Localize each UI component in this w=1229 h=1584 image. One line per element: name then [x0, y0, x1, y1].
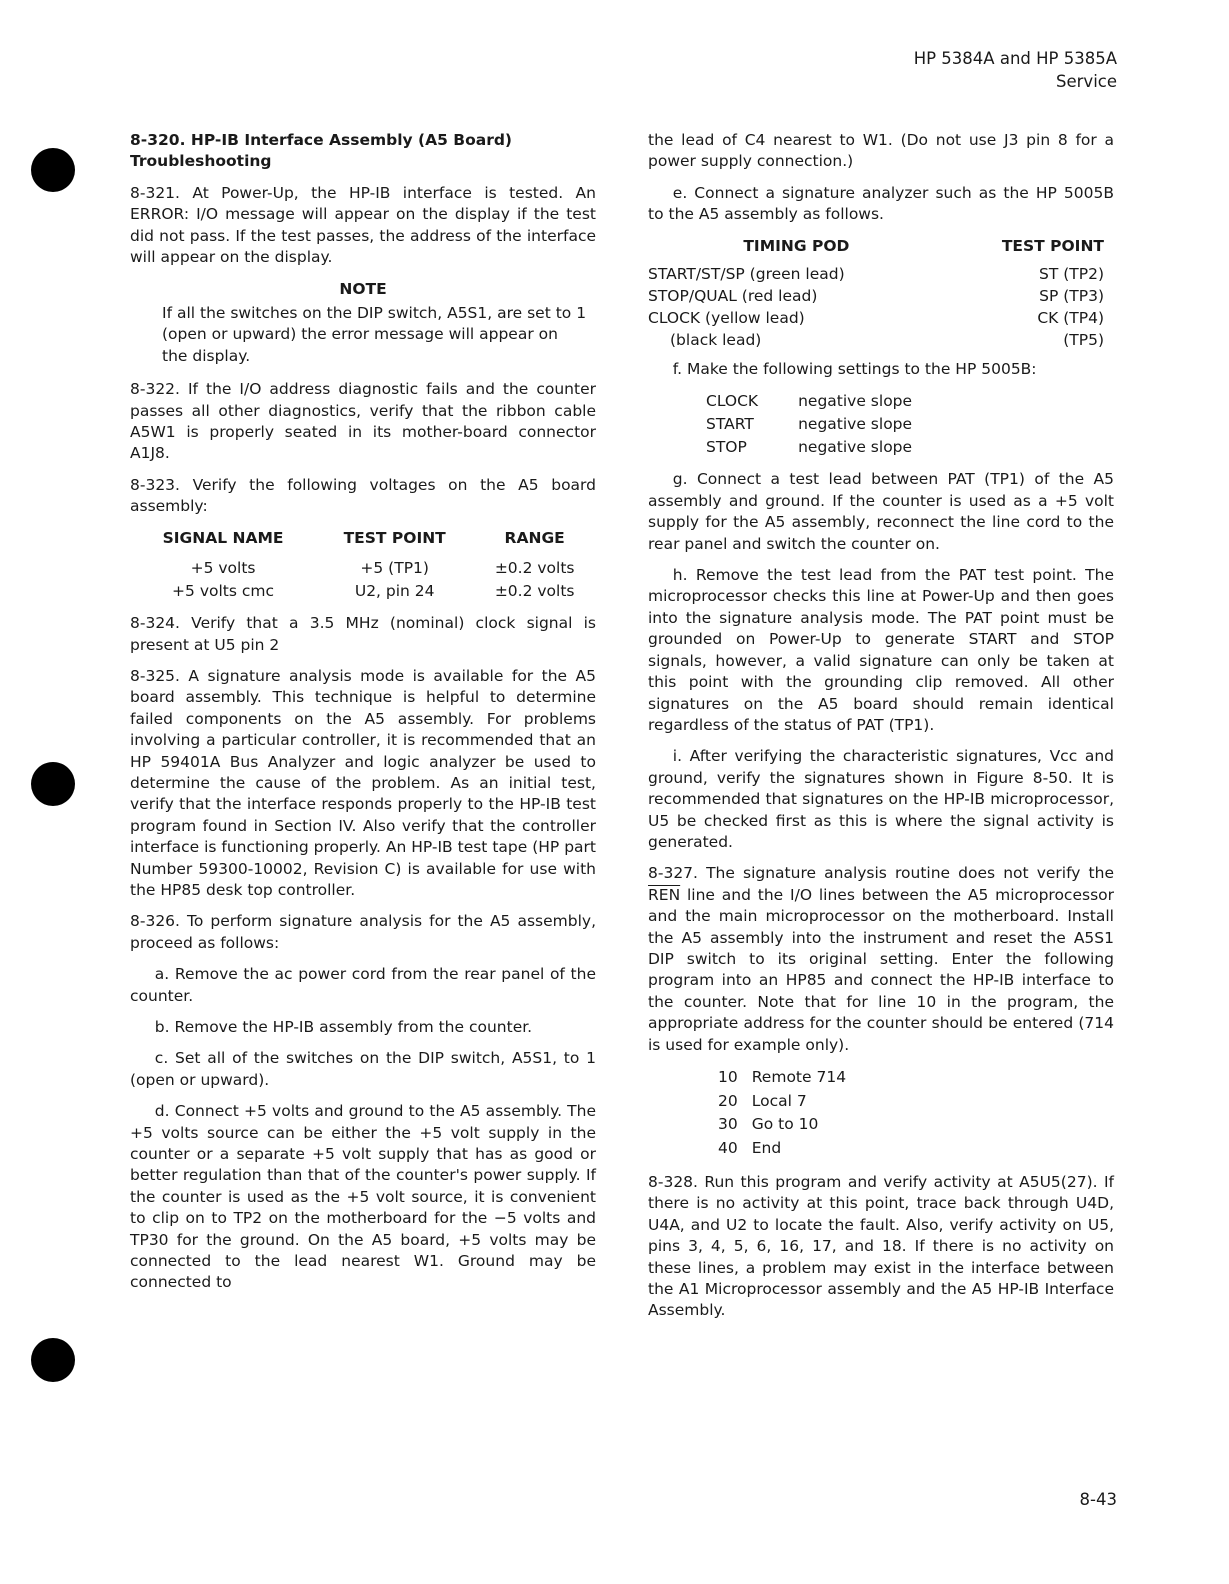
step-i: i. After verifying the characteristic signatures, Vcc and ground, verify the signatures shown in Figure 8-50. It is recommended that signatures on the HP-IB microprocessor, U5 be checked first as this is where the signal activity is generated.: [648, 747, 1114, 851]
voltage-table-header: [130, 528, 596, 557]
paragraph-8-323: 8-323. Verify the following voltages on the A5 board assembly:: [130, 475, 596, 516]
p327-text-b: line and the I/O lines between the A5 microprocessor and the main microprocessor on the motherboard. Install the A5 assembly into the instrument and reset the A5S1 DIP switch to its original setting. Enter the following program into an HP85 and connect the HP-IB interface to the counter. Note that for line 10 in the program, the appropriate address for the counter should be entered (714 is used for example only).: [648, 885, 1114, 1054]
binder-hole-top: [31, 148, 75, 192]
table-row: [706, 390, 952, 413]
settings-table: [706, 390, 952, 459]
program-line: [718, 1113, 860, 1137]
paragraph-8-327: [648, 863, 1114, 1056]
cell: CK (TP4): [1037, 309, 1104, 328]
ren-signal: $\overline{REN}$: [648, 885, 681, 904]
timing-pod-table: [648, 236, 1114, 351]
line-statement: Remote 714: [751, 1068, 847, 1086]
section-heading: [130, 130, 596, 172]
line-number: 40: [718, 1138, 738, 1157]
table-row: [130, 580, 596, 603]
paragraph-8-322: 8-322. If the I/O address diagnostic fails and the counter passes all other diagnostics, verify that the ribbon cable A5W1 is properly seated in its mother-board connector A1J8.: [130, 380, 596, 463]
left-column: [130, 130, 596, 1304]
step-h: h. Remove the test lead from the PAT test point. The microprocessor checks this line at Power-Up and then goes into the signature analysis mode. The PAT point must be grounded on Power-Up to generate START and STOP signals, however, a valid signature can only be taken at this point with the grounding clip removed. All other signatures on the A5 board should remain identical regardless of the status of PAT (TP1).: [648, 566, 1114, 734]
cell: START: [706, 415, 754, 434]
program-listing: [718, 1066, 860, 1160]
cell: CLOCK: [706, 392, 759, 411]
cell: SP (TP3): [1039, 287, 1104, 306]
note-text: If all the switches on the DIP switch, A5S1, are set to 1 (open or upward) the error message will appear on the display.: [162, 304, 587, 365]
col-test-point: TEST POINT: [1001, 236, 1104, 255]
cell: +5 volts: [190, 559, 256, 578]
paragraph-8-328: 8-328. Run this program and verify activity at A5U5(27). If there is no activity at this point, trace back through U4D, U4A, and U2 to locate the fault. Also, verify activity on U5, pins 3, 4, 5, 6, 16, 17, and 18. If there is no activity on these lines, a problem may exist in the interface between the A1 Microprocessor assembly and the A5 HP-IB Interface Assembly.: [648, 1173, 1114, 1320]
cell: ±0.2 volts: [494, 559, 575, 578]
timing-table-header: [648, 236, 1114, 263]
heading-line-2: Troubleshooting: [130, 152, 272, 170]
program-line: [718, 1137, 860, 1161]
line-statement: Go to 10: [751, 1115, 819, 1133]
page-number: 8-43: [1079, 1490, 1117, 1509]
line-statement: End: [751, 1138, 782, 1157]
step-e: e. Connect a signature analyzer such as the HP 5005B to the A5 assembly as follows.: [648, 183, 1114, 224]
table-row: [648, 329, 1114, 351]
step-b: b. Remove the HP-IB assembly from the counter.: [154, 1018, 533, 1036]
program-line: [718, 1066, 860, 1090]
cell: (TP5): [1063, 331, 1104, 350]
step-c: c. Set all of the switches on the DIP switch, A5S1, to 1 (open or upward).: [130, 1049, 596, 1089]
p327-text-a: 8-327. The signature analysis routine does not verify the: [648, 864, 1114, 883]
cell: (black lead): [670, 331, 762, 350]
voltage-table: [130, 528, 596, 603]
col-signal-name: SIGNAL NAME: [162, 528, 284, 547]
cell: +5 (TP1): [360, 559, 429, 578]
cell: negative slope: [798, 415, 913, 434]
cell: negative slope: [798, 438, 913, 457]
table-row: [706, 436, 952, 459]
line-number: 10: [718, 1068, 738, 1086]
paragraph-8-321: 8-321. At Power-Up, the HP-IB interface is tested. An ERROR: I/O message will appear on the display if the test did not pass. If the test passes, the address of the interface will appear on the display.: [130, 184, 596, 267]
paragraph-8-325: 8-325. A signature analysis mode is available for the A5 board assembly. This technique is helpful to determine failed components on the A5 assembly. For problems involving a particular controller, it is recommended that an HP 59401A Bus Analyzer and logic analyzer be used to determine the cause of the problem. As an initial test, verify that the interface responds properly to the HP-IB test program found in Section IV. Also verify that the controller interface is functioning properly. An HP-IB test tape (HP part Number 59300-10002, Revision C) is available for use with the HP85 desk top controller.: [130, 666, 596, 899]
paragraph-8-326: 8-326. To perform signature analysis for the A5 assembly, proceed as follows:: [130, 912, 596, 952]
cell: ±0.2 volts: [494, 582, 575, 601]
table-row: [648, 263, 1114, 285]
step-a: a. Remove the ac power cord from the rear panel of the counter.: [130, 965, 596, 1005]
col-test-point: TEST POINT: [343, 528, 446, 547]
step-f: f. Make the following settings to the HP 5005B:: [672, 360, 1037, 379]
line-statement: Local 7: [751, 1091, 807, 1110]
page-header: [914, 47, 1117, 93]
step-d: d. Connect +5 volts and ground to the A5 assembly. The +5 volts source can be either the +5 volt supply in the counter or a separate +5 volt supply that has as good or better regulation than that of the counter's power supply. If the counter is used as the +5 volt source, it is convenient to clip on to TP2 on the motherboard for the −5 volts and TP30 for the ground. On the A5 board, +5 volts may be connected to the lead nearest W1. Ground may be connected to: [130, 1102, 596, 1292]
header-section: Service: [1056, 72, 1117, 91]
right-column: [648, 130, 1114, 1332]
binder-hole-middle: [31, 762, 75, 806]
col-range: RANGE: [504, 528, 565, 547]
heading-line-1: 8-320. HP-IB Interface Assembly (A5 Board): [130, 131, 513, 149]
cell: STOP: [706, 438, 747, 457]
table-row: [648, 285, 1114, 307]
cell: CLOCK (yellow lead): [648, 309, 805, 328]
table-row: [706, 413, 952, 436]
table-row: [130, 557, 596, 580]
header-title: HP 5384A and HP 5385A: [913, 49, 1117, 68]
cell: START/ST/SP (green lead): [648, 265, 845, 284]
program-line: [718, 1090, 860, 1114]
table-row: [648, 307, 1114, 329]
cell: +5 volts cmc: [172, 582, 275, 601]
step-d-continued: the lead of C4 nearest to W1. (Do not use J3 pin 8 for a power supply connection.): [648, 131, 1114, 171]
binder-hole-bottom: [31, 1338, 75, 1382]
line-number: 30: [718, 1115, 738, 1133]
cell: negative slope: [798, 392, 913, 411]
col-timing-pod: TIMING POD: [743, 236, 850, 255]
paragraph-8-324: 8-324. Verify that a 3.5 MHz (nominal) clock signal is present at U5 pin 2: [130, 614, 596, 654]
step-g: g. Connect a test lead between PAT (TP1) of the A5 assembly and ground. If the counter is used as a +5 volt supply for the A5 assembly, reconnect the line cord to the rear panel and switch the counter on.: [648, 470, 1114, 553]
note-title: NOTE: [339, 279, 387, 298]
cell: U2, pin 24: [354, 582, 435, 601]
cell: STOP/QUAL (red lead): [648, 287, 818, 306]
cell: ST (TP2): [1038, 265, 1104, 284]
line-number: 20: [718, 1091, 738, 1110]
